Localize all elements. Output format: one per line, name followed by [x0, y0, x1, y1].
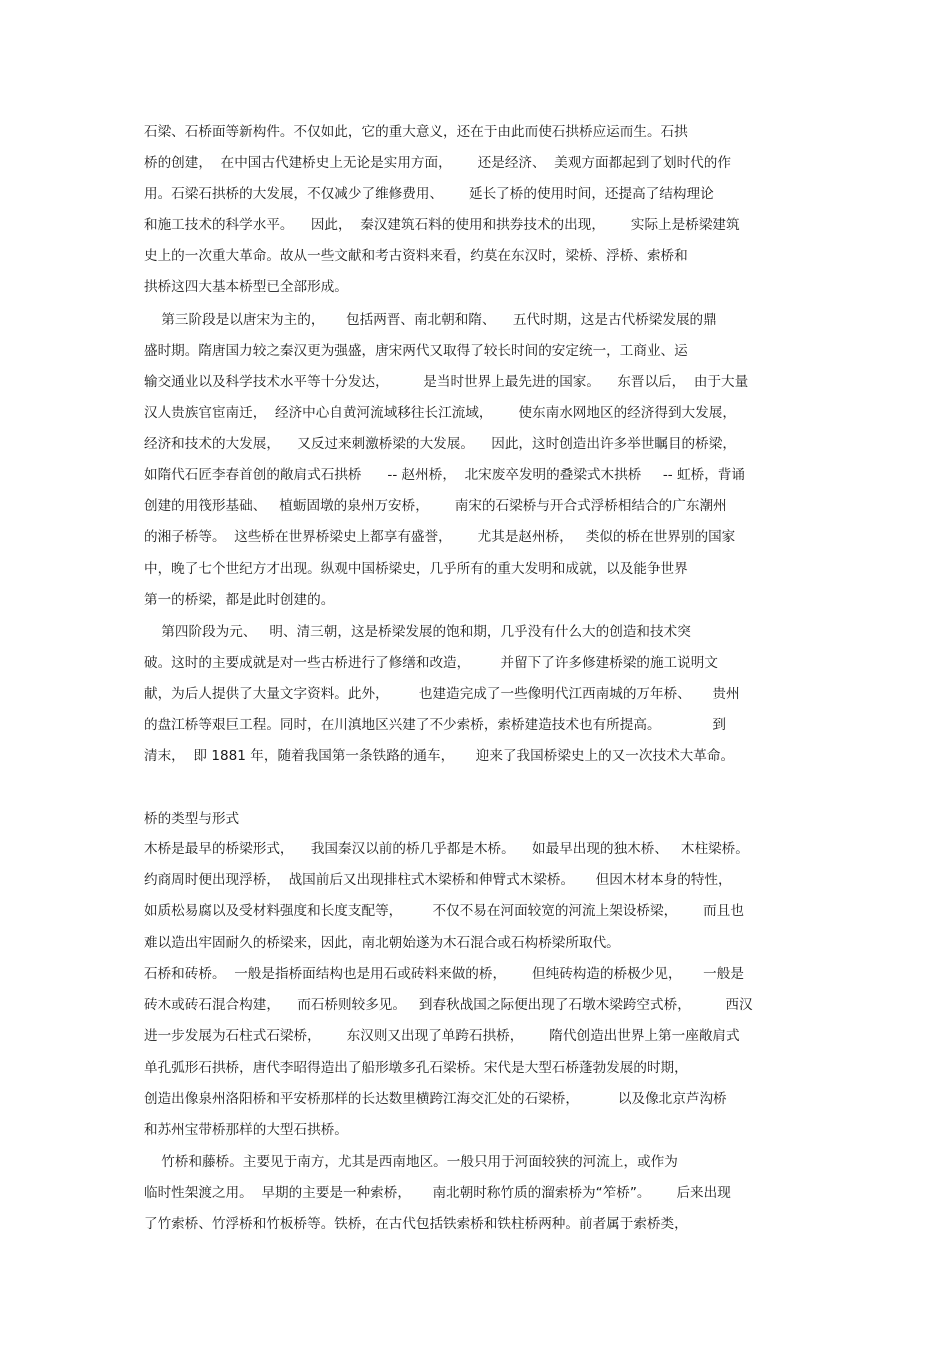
- text-line: 献，为后人提供了大量文字资料。此外， 也建造完成了一些像明代江西南城的万年桥、 贵州: [144, 686, 740, 702]
- text-line: 中，晚了七个世纪方才出现。纵观中国桥梁史，几乎所有的重大发明和成就，以及能争世界: [144, 561, 688, 577]
- text-line: 的湘子桥等。 这些桥在世界桥梁史上都享有盛誉， 尤其是赵州桥， 类似的桥在世界别的国家: [144, 529, 736, 545]
- text-line: 清末， 即 1881 年，随着我国第一条铁路的通车， 迎来了我国桥梁史上的又一次技术大革命。: [144, 748, 735, 764]
- text-line: 拱桥这四大基本桥型已全部形成。: [144, 279, 348, 295]
- text-line: 和苏州宝带桥那样的大型石拱桥。: [144, 1122, 348, 1138]
- text-line: 砖木或砖石混合构建， 而石桥则较多见。 到春秋战国之际便出现了石墩木梁跨空式桥， 西汉: [144, 997, 753, 1013]
- text-line: 木桥是最早的桥梁形式， 我国秦汉以前的桥几乎都是木桥。 如最早出现的独木桥、 木柱梁桥。: [144, 841, 749, 857]
- text-line: 和施工技术的科学水平。 因此， 秦汉建筑石料的使用和拱券技术的出现， 实际上是桥梁建筑: [144, 217, 740, 233]
- text-line: 输交通业以及科学技术水平等十分发达， 是当时世界上最先进的国家。 东晋以后， 由于大量: [144, 374, 749, 390]
- text-line: 单孔弧形石拱桥，唐代李昭得造出了船形墩多孔石梁桥。宋代是大型石桥蓬勃发展的时期，: [144, 1060, 688, 1076]
- text-line: 如质松易腐以及受材料强度和长度支配等， 不仅不易在河面较宽的河流上架设桥梁， 而且也: [144, 903, 744, 919]
- text-line: 第一的桥梁，都是此时创建的。: [144, 592, 335, 608]
- text-line: 进一步发展为石柱式石梁桥， 东汉则又出现了单跨石拱桥， 隋代创造出世界上第一座敞肩式: [144, 1028, 740, 1044]
- text-line: 史上的一次重大革命。故从一些文献和考古资料来看，约莫在东汉时，梁桥、浮桥、索桥和: [144, 248, 688, 264]
- text-line: 石桥和砖桥。 一般是指桥面结构也是用石或砖料来做的桥， 但纯砖构造的桥极少见， 一般是: [144, 966, 744, 982]
- text-line: 经济和技术的大发展， 又反过来刺激桥梁的大发展。 因此，这时创造出许多举世瞩目的桥梁，: [144, 436, 736, 452]
- text-line: 第四阶段为元、 明、清三朝，这是桥梁发展的饱和期，几乎没有什么大的创造和技术突: [144, 624, 691, 640]
- text-line: 盛时期。隋唐国力较之秦汉更为强盛，唐宋两代又取得了较长时间的安定统一，工商业、运: [144, 343, 688, 359]
- text-line: 了竹索桥、竹浮桥和竹板桥等。铁桥，在古代包括铁索桥和铁柱桥两种。前者属于索桥类，: [144, 1216, 688, 1232]
- text-line: 如隋代石匠李春首创的敞肩式石拱桥 -- 赵州桥， 北宋废卒发明的叠梁式木拱桥 -- 虹桥，背诵: [144, 467, 745, 483]
- text-line: 破。这时的主要成就是对一些古桥进行了修缮和改造， 并留下了许多修建桥梁的施工说明文: [144, 655, 718, 671]
- text-line: 石梁、石桥面等新构件。不仅如此，它的重大意义，还在于由此而使石拱桥应运而生。石拱: [144, 124, 688, 140]
- text-line: 约商周时便出现浮桥， 战国前后又出现排柱式木梁桥和伸臂式木梁桥。 但因木材本身的特性，: [144, 872, 732, 888]
- text-line: 汉人贵族官宦南迁， 经济中心自黄河流域移往长江流域， 使东南水网地区的经济得到大发展，: [144, 405, 736, 421]
- text-line: 用。石梁石拱桥的大发展，不仅减少了维修费用、 延长了桥的使用时间，还提高了结构理论: [144, 186, 714, 202]
- text-line: 第三阶段是以唐宋为主的， 包括两晋、南北朝和隋、 五代时期，这是古代桥梁发展的鼎: [144, 312, 717, 328]
- text-line: 的盘江桥等艰巨工程。同时，在川滇地区兴建了不少索桥，索桥建造技术也有所提高。 到: [144, 717, 727, 733]
- text-line: 创建的用筏形基础、 植蛎固墩的泉州万安桥， 南宋的石梁桥与开合式浮桥相结合的广东潮州: [144, 498, 727, 514]
- text-line: 临时性架渡之用。 早期的主要是一种索桥， 南北朝时称竹质的溜索桥为“笮桥”。 后来出现: [144, 1185, 731, 1201]
- text-line: 难以造出牢固耐久的桥梁来，因此，南北朝始遂为木石混合或石构桥梁所取代。: [144, 935, 620, 951]
- text-line: 桥的创建， 在中国古代建桥史上无论是实用方面， 还是经济、 美观方面都起到了划时代的作: [144, 155, 731, 171]
- text-line: 竹桥和藤桥。主要见于南方，尤其是西南地区。一般只用于河面较狭的河流上，或作为: [144, 1154, 678, 1170]
- text-line: 创造出像泉州洛阳桥和平安桥那样的长达数里横跨江海交汇处的石梁桥， 以及像北京芦沟桥: [144, 1091, 727, 1107]
- section-heading: 桥的类型与形式: [144, 811, 240, 827]
